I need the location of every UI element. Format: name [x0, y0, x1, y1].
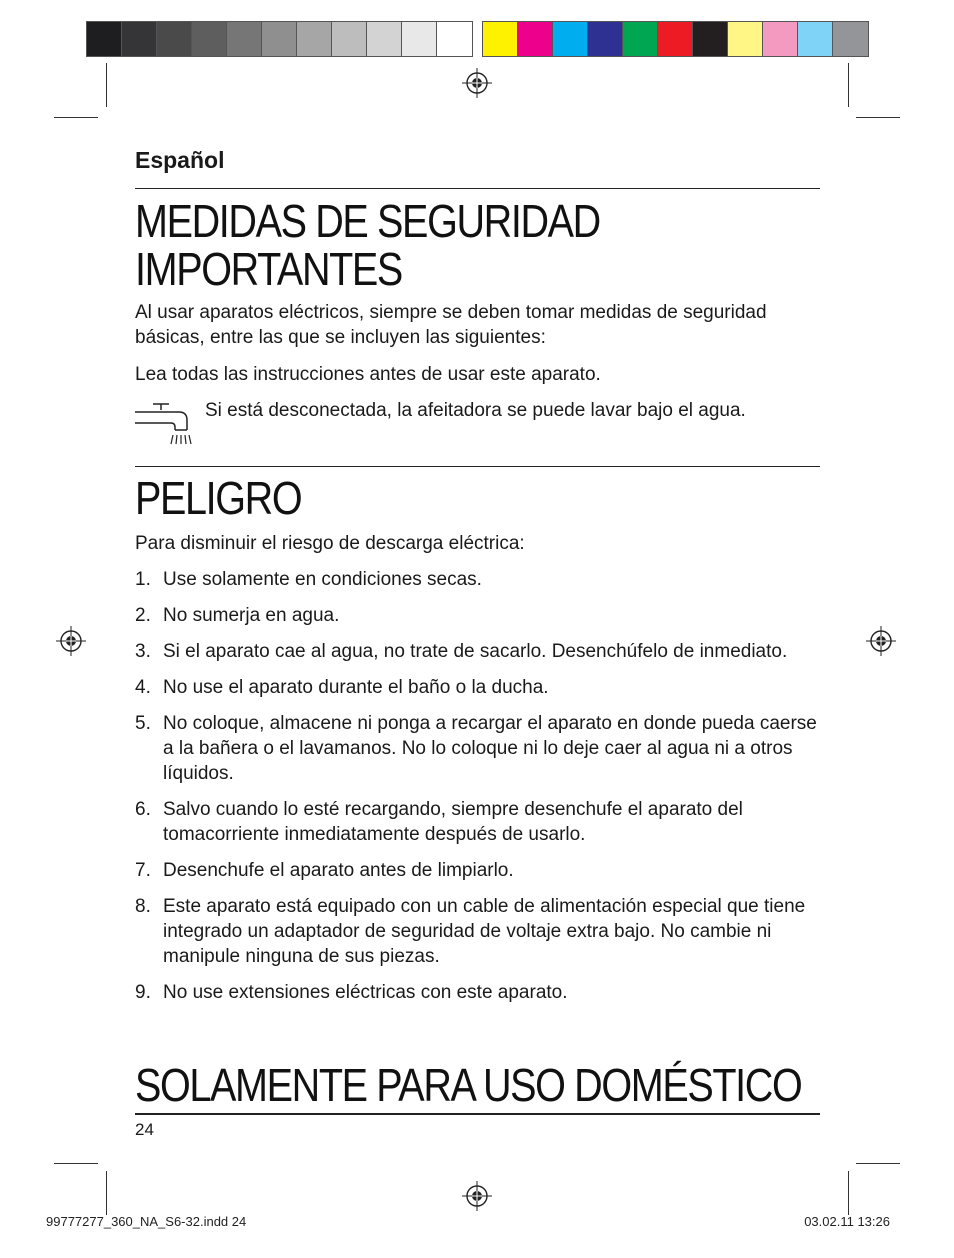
color-swatch — [798, 22, 833, 56]
crop-mark — [106, 63, 107, 107]
list-item-text: Si el aparato cae al agua, no trate de sacarlo. Desenchúfelo de inmediato. — [163, 641, 788, 662]
divider — [135, 188, 820, 189]
crop-mark — [856, 117, 900, 118]
washable-note: Si está desconectada, la afeitadora se puede lavar bajo el agua. — [205, 400, 746, 421]
color-swatch — [553, 22, 588, 56]
color-swatch — [518, 22, 553, 56]
color-swatch — [437, 22, 472, 56]
list-item — [135, 894, 820, 969]
color-swatch — [623, 22, 658, 56]
list-item-number: 9. — [135, 982, 151, 1003]
list-item-text: Salvo cuando lo esté recargando, siempre desenchufe el aparato del tomacorriente inmediatamente después de usarlo. — [163, 799, 743, 845]
faucet-water-icon — [135, 402, 193, 448]
color-swatch — [192, 22, 227, 56]
list-item-text: Este aparato está equipado con un cable de alimentación especial que tiene integrado un adaptador de seguridad de voltaje extra bajo. No cambie ni manipule ninguna de sus piezas. — [163, 896, 806, 967]
footer-date: 03.02.11 13:26 — [804, 1214, 890, 1229]
color-swatch — [262, 22, 297, 56]
color-swatch — [297, 22, 332, 56]
read-instructions: Lea todas las instrucciones antes de usar este aparato. — [135, 364, 601, 385]
safety-title-line2: IMPORTANTES — [135, 243, 402, 295]
language-heading: Español — [135, 147, 225, 173]
list-item — [135, 603, 820, 628]
list-item — [135, 797, 820, 847]
list-item-text: No coloque, almacene ni ponga a recargar el aparato en donde pueda caerse a la bañera o el lavamanos. No lo coloque ni lo deje caer al agua ni a otros líquidos. — [163, 713, 817, 784]
list-item — [135, 711, 820, 786]
crop-mark — [856, 1163, 900, 1164]
registration-mark-icon — [866, 626, 896, 656]
color-swatch — [122, 22, 157, 56]
color-swatch — [332, 22, 367, 56]
color-swatch — [728, 22, 763, 56]
list-item — [135, 567, 820, 592]
color-swatch — [588, 22, 623, 56]
danger-title: PELIGRO — [135, 472, 302, 524]
list-item-number: 2. — [135, 605, 151, 626]
list-item-text: No use el aparato durante el baño o la ducha. — [163, 677, 549, 698]
color-swatch — [658, 22, 693, 56]
list-item — [135, 675, 820, 700]
registration-mark-icon — [462, 68, 492, 98]
list-item-number: 4. — [135, 677, 151, 698]
crop-mark — [54, 1163, 98, 1164]
color-swatch — [367, 22, 402, 56]
color-swatch — [402, 22, 437, 56]
color-swatch — [693, 22, 728, 56]
list-item-text: Use solamente en condiciones secas. — [163, 569, 482, 590]
list-item-number: 6. — [135, 799, 151, 820]
danger-list — [135, 567, 820, 1016]
page-number: 24 — [135, 1120, 154, 1139]
color-swatch — [227, 22, 262, 56]
crop-mark — [106, 1171, 107, 1215]
list-item — [135, 980, 820, 1005]
gray-scale-color-bar — [86, 21, 473, 57]
color-swatch — [833, 22, 868, 56]
list-item-number: 1. — [135, 569, 151, 590]
crop-mark — [848, 1171, 849, 1215]
registration-mark-icon — [462, 1181, 492, 1211]
footer-file-name: 99777277_360_NA_S6-32.indd 24 — [46, 1214, 247, 1229]
color-swatch — [483, 22, 518, 56]
color-swatch — [763, 22, 798, 56]
divider — [135, 1113, 820, 1115]
list-item-text: No use extensiones eléctricas con este aparato. — [163, 982, 568, 1003]
safety-title-line1: MEDIDAS DE SEGURIDAD — [135, 195, 600, 247]
household-use-title: SOLAMENTE PARA USO DOMÉSTICO — [135, 1059, 802, 1111]
list-item-number: 7. — [135, 860, 151, 881]
list-item-number: 5. — [135, 713, 151, 734]
registration-mark-icon — [56, 626, 86, 656]
color-swatch — [87, 22, 122, 56]
divider — [135, 466, 820, 467]
list-item — [135, 858, 820, 883]
process-color-bar — [482, 21, 869, 57]
crop-mark — [848, 63, 849, 107]
list-item-number: 8. — [135, 896, 151, 917]
color-swatch — [157, 22, 192, 56]
list-item-number: 3. — [135, 641, 151, 662]
list-item — [135, 639, 820, 664]
safety-intro: Al usar aparatos eléctricos, siempre se deben tomar medidas de seguridad básicas, entre las que se incluyen las siguientes: — [135, 302, 767, 348]
list-item-text: Desenchufe el aparato antes de limpiarlo. — [163, 860, 514, 881]
danger-intro: Para disminuir el riesgo de descarga eléctrica: — [135, 533, 525, 554]
crop-mark — [54, 117, 98, 118]
list-item-text: No sumerja en agua. — [163, 605, 340, 626]
